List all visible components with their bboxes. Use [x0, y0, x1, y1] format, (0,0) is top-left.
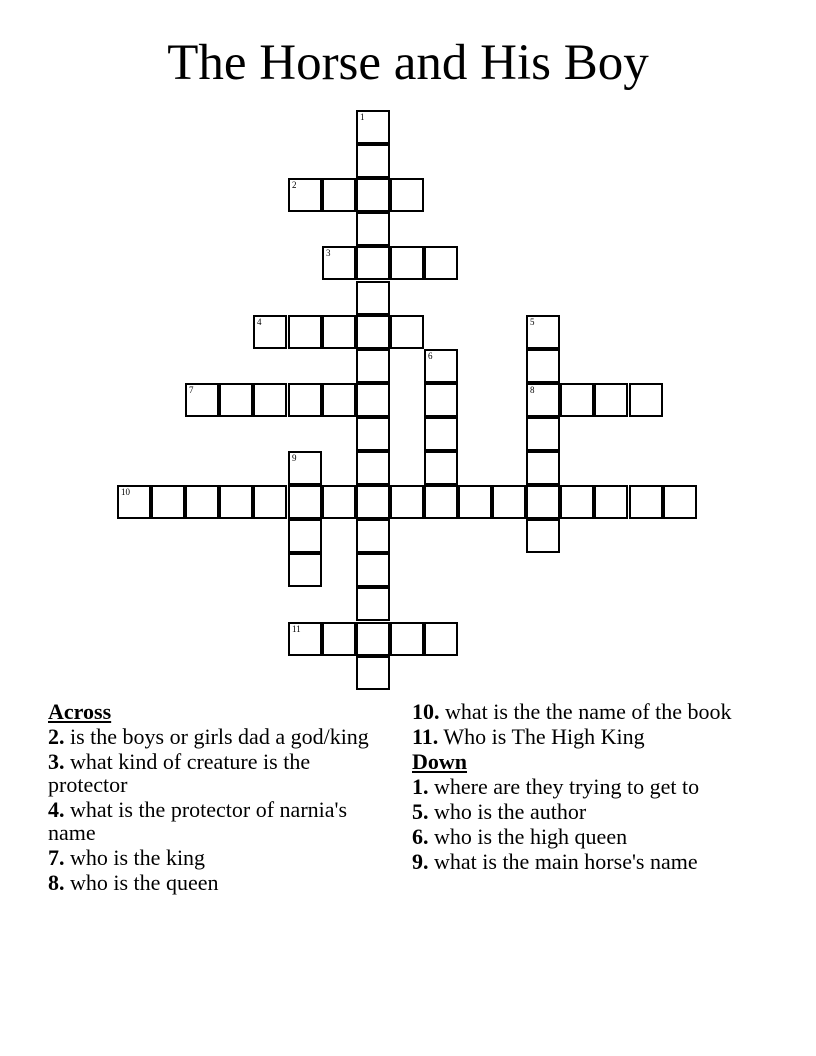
grid-cell[interactable]	[424, 622, 458, 656]
clues-left-column	[48, 700, 378, 896]
grid-cell[interactable]	[356, 656, 390, 690]
grid-cell[interactable]	[629, 485, 663, 519]
cell-number: 7	[189, 385, 194, 395]
down-clue-6: 6. who is the high queen	[412, 824, 628, 849]
grid-cell[interactable]	[356, 553, 390, 587]
grid-cell[interactable]	[390, 622, 424, 656]
grid-cell[interactable]	[219, 383, 253, 417]
grid-cell[interactable]	[253, 485, 287, 519]
grid-cell[interactable]	[526, 315, 560, 349]
cell-number: 3	[326, 248, 331, 258]
grid-cell[interactable]	[663, 485, 697, 519]
across-clue-11: 11. Who is The High King	[412, 724, 645, 749]
grid-cell[interactable]	[185, 383, 219, 417]
grid-cell[interactable]	[526, 349, 560, 383]
cell-number: 9	[292, 453, 297, 463]
cell-number: 10	[121, 487, 130, 497]
grid-cell[interactable]	[526, 519, 560, 553]
grid-cell[interactable]	[458, 485, 492, 519]
puzzle-title: The Horse and His Boy	[167, 35, 649, 91]
grid-cell[interactable]	[356, 383, 390, 417]
grid-cell[interactable]	[356, 110, 390, 144]
down-heading: Down	[412, 749, 468, 774]
across-clue-8: 8. who is the queen	[48, 870, 219, 895]
grid-cell[interactable]	[424, 451, 458, 485]
grid-cell[interactable]	[356, 315, 390, 349]
grid-cell[interactable]	[356, 451, 390, 485]
grid-cell[interactable]	[356, 281, 390, 315]
grid-cell[interactable]	[356, 587, 390, 621]
grid-cell[interactable]	[390, 485, 424, 519]
grid-cell[interactable]	[560, 485, 594, 519]
cell-number: 4	[257, 317, 262, 327]
cell-number: 2	[292, 180, 297, 190]
grid-cell[interactable]	[356, 622, 390, 656]
grid-cell[interactable]	[322, 178, 356, 212]
across-clue-3: 3. what kind of creature is the protector	[48, 749, 311, 797]
grid-cell[interactable]	[424, 485, 458, 519]
grid-cell[interactable]	[356, 485, 390, 519]
grid-cell[interactable]	[594, 383, 628, 417]
grid-cell[interactable]	[322, 622, 356, 656]
grid-cell[interactable]	[288, 178, 322, 212]
grid-cell[interactable]	[322, 246, 356, 280]
grid-cell[interactable]	[526, 451, 560, 485]
cell-number: 6	[428, 351, 433, 361]
grid-cell[interactable]	[322, 315, 356, 349]
grid-cell[interactable]	[629, 383, 663, 417]
grid-cell[interactable]	[424, 417, 458, 451]
grid-cell[interactable]	[424, 383, 458, 417]
grid-cell[interactable]	[356, 144, 390, 178]
down-clue-1: 1. where are they trying to get to	[412, 774, 700, 799]
across-clue-7: 7. who is the king	[48, 845, 206, 870]
grid-cell[interactable]	[356, 519, 390, 553]
grid-cell[interactable]	[288, 485, 322, 519]
grid-cell[interactable]	[356, 417, 390, 451]
grid-cell[interactable]	[253, 383, 287, 417]
grid-cell[interactable]	[288, 315, 322, 349]
grid-cell[interactable]	[526, 383, 560, 417]
grid-cell[interactable]	[288, 519, 322, 553]
cell-number: 8	[530, 385, 535, 395]
grid-cell[interactable]	[424, 349, 458, 383]
grid-cell[interactable]	[288, 622, 322, 656]
across-clue-2: 2. is the boys or girls dad a god/king	[48, 724, 369, 749]
grid-cell[interactable]	[322, 485, 356, 519]
across-heading: Across	[48, 699, 112, 724]
grid-cell[interactable]	[390, 315, 424, 349]
grid-cell[interactable]	[526, 485, 560, 519]
cell-number: 11	[292, 624, 301, 634]
grid-cell[interactable]	[526, 417, 560, 451]
grid-cell[interactable]	[424, 246, 458, 280]
grid-cell[interactable]	[390, 246, 424, 280]
grid-cell[interactable]	[151, 485, 185, 519]
grid-cell[interactable]	[185, 485, 219, 519]
grid-cell[interactable]	[492, 485, 526, 519]
clues-right-column	[412, 700, 742, 875]
grid-cell[interactable]	[356, 212, 390, 246]
grid-cell[interactable]	[356, 178, 390, 212]
grid-cell[interactable]	[288, 553, 322, 587]
cell-number: 5	[530, 317, 535, 327]
grid-cell[interactable]	[356, 246, 390, 280]
grid-cell[interactable]	[253, 315, 287, 349]
across-clue-10: 10. what is the the name of the book	[412, 699, 732, 724]
across-clue-4: 4. what is the protector of narnia's name	[48, 797, 348, 845]
grid-cell[interactable]	[322, 383, 356, 417]
grid-cell[interactable]	[288, 383, 322, 417]
down-clue-9: 9. what is the main horse's name	[412, 849, 698, 874]
grid-cell[interactable]	[390, 178, 424, 212]
grid-cell[interactable]	[594, 485, 628, 519]
cell-number: 1	[360, 112, 365, 122]
grid-cell[interactable]	[219, 485, 253, 519]
grid-cell[interactable]	[117, 485, 151, 519]
grid-cell[interactable]	[288, 451, 322, 485]
grid-cell[interactable]	[356, 349, 390, 383]
down-clue-5: 5. who is the author	[412, 799, 587, 824]
grid-cell[interactable]	[560, 383, 594, 417]
